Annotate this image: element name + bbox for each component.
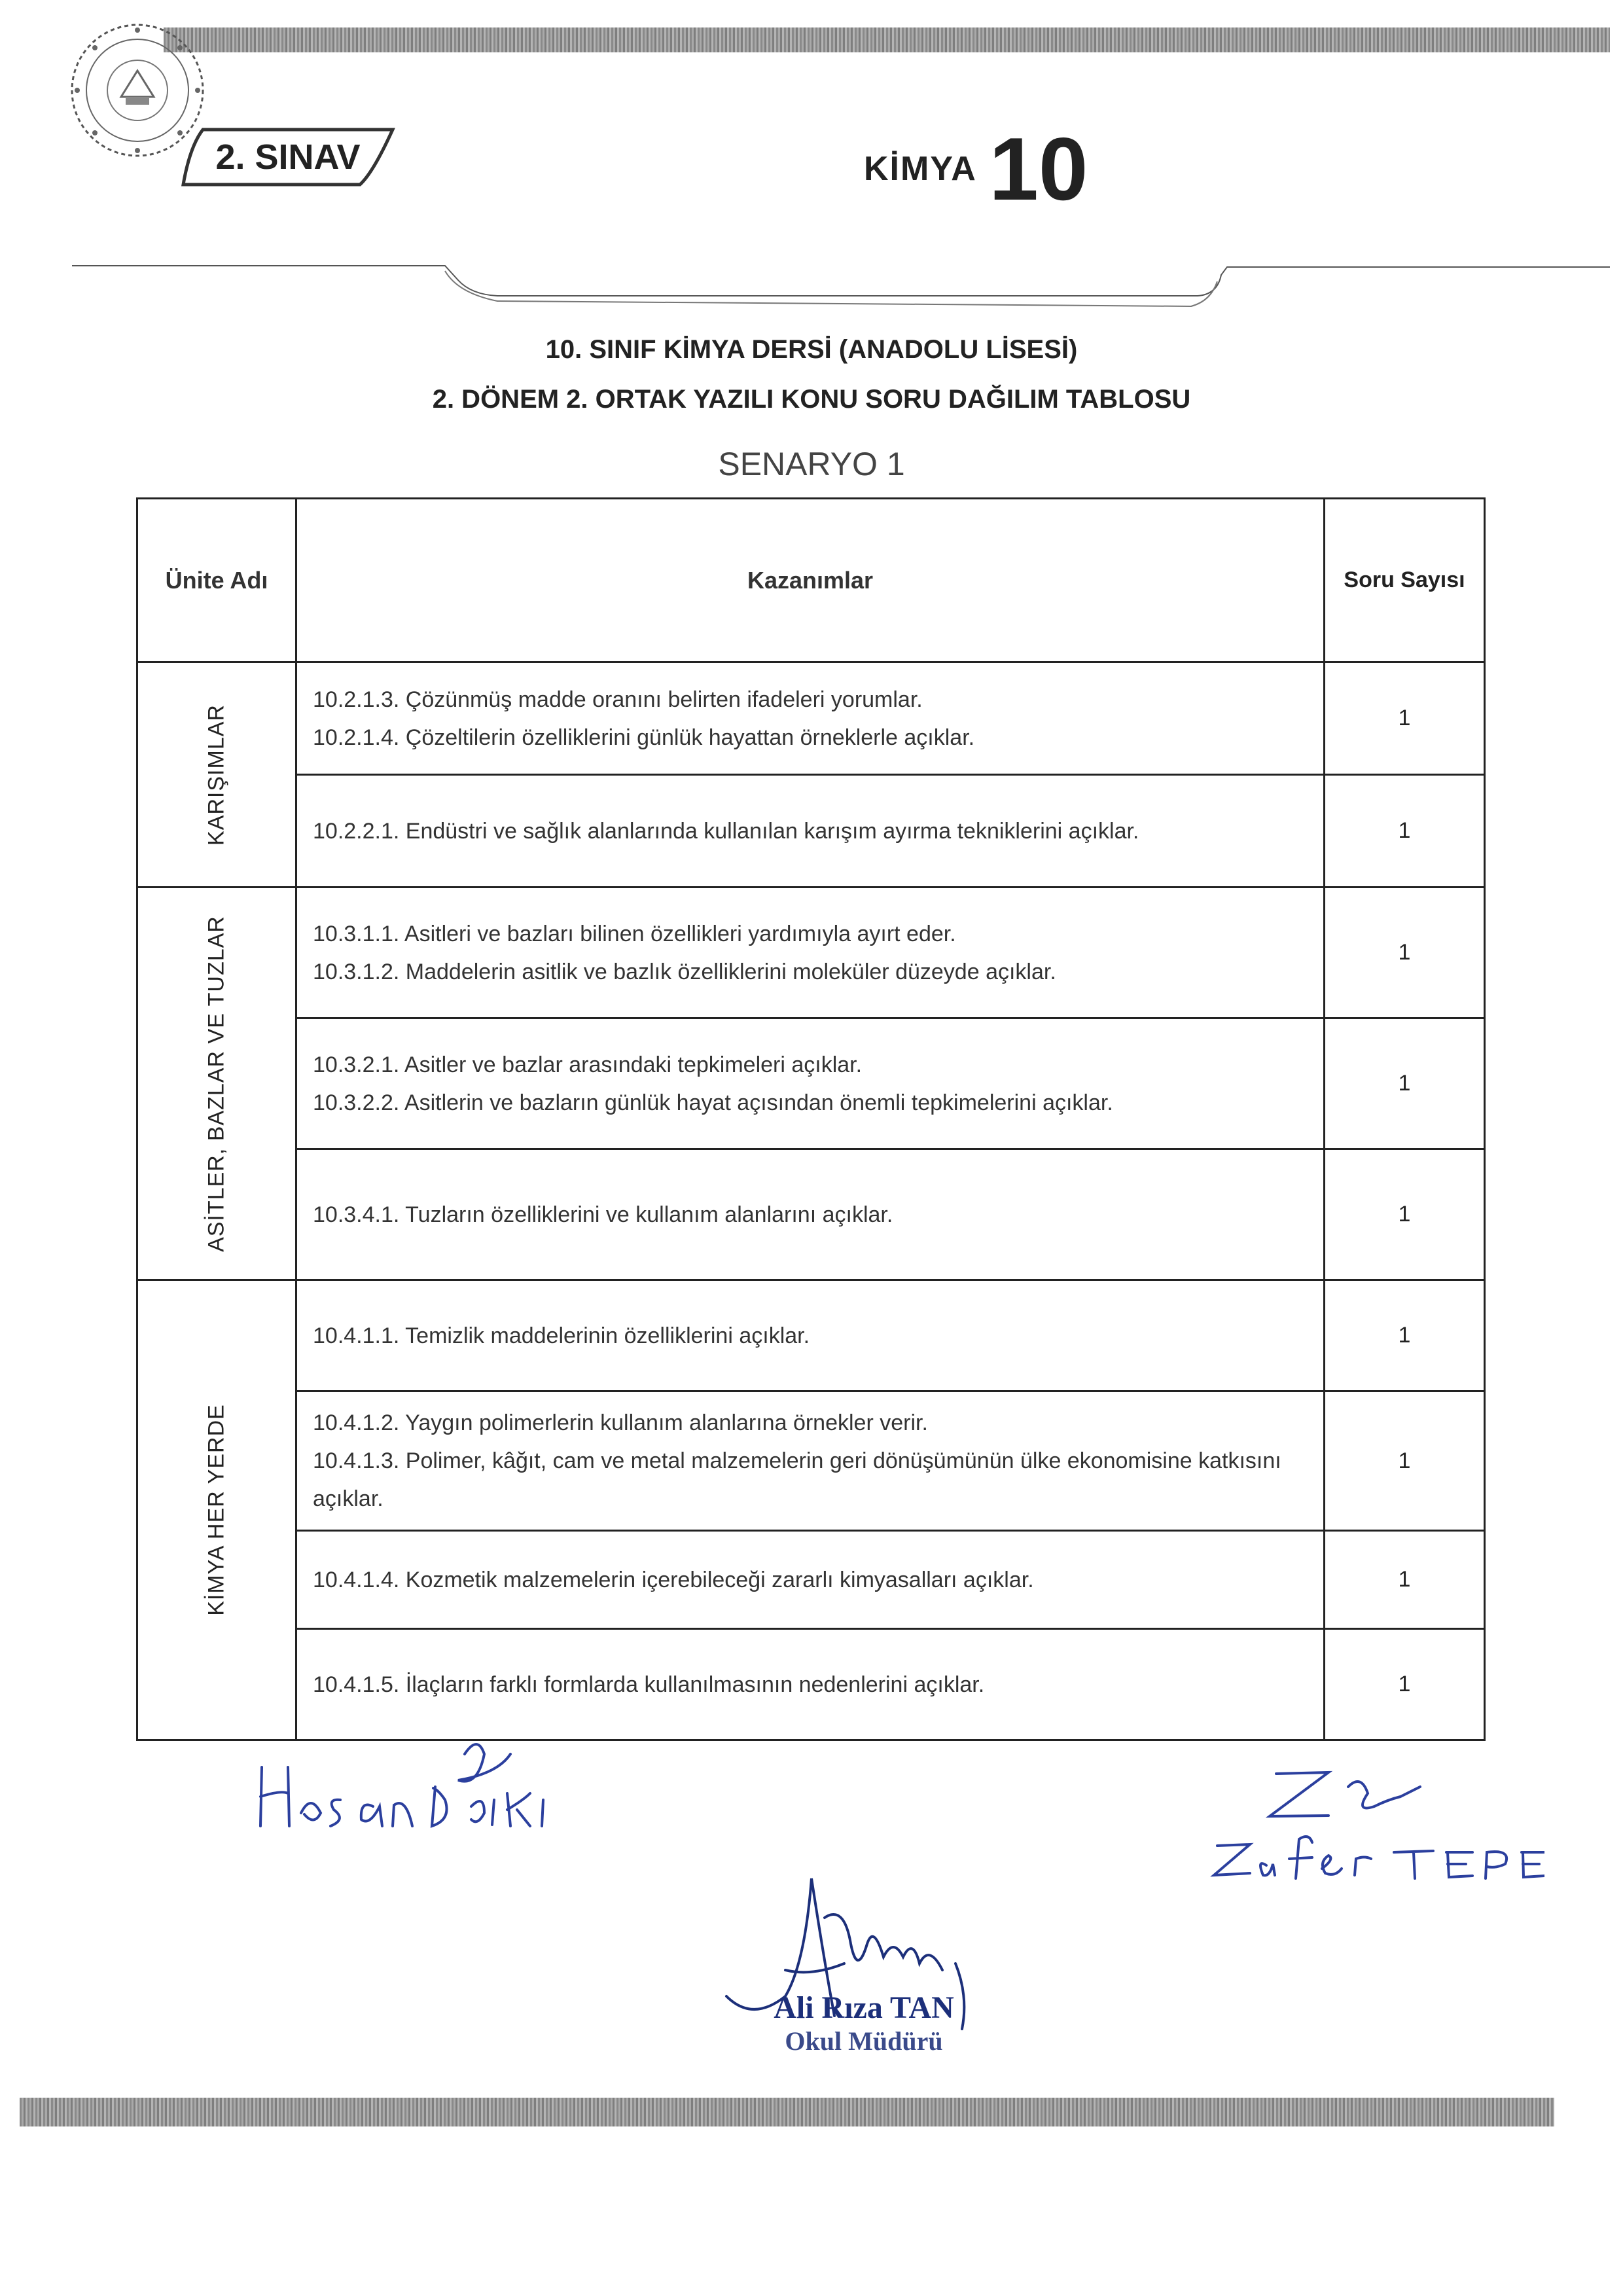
signature-left (249, 1728, 589, 1846)
outcome-line: 10.3.1.1. Asitleri ve bazları bilinen özellikleri yardımıyla ayırt eder. (313, 921, 956, 946)
outcome-line: 10.2.2.1. Endüstri ve sağlık alanlarında kullanılan karışım ayırma tekniklerini açıklar. (313, 818, 1139, 844)
principal-name: Ali Rıza TAN (774, 1990, 954, 2025)
unit-cell (137, 1280, 296, 1740)
question-count: 1 (1325, 1391, 1485, 1531)
document-title: 10. SINIF KİMYA DERSİ (ANADOLU LİSESİ) (545, 335, 1078, 364)
outcomes-header: Kazanımlar (296, 499, 1325, 662)
question-count: 1 (1325, 662, 1485, 775)
outcomes-cell (296, 775, 1325, 888)
outcome-line: 10.2.1.4. Çözeltilerin özelliklerini günlük hayattan örneklerle açıklar. (313, 725, 975, 750)
unit-name: ASİTLER, BAZLAR VE TUZLAR (204, 915, 229, 1252)
question-count: 1 (1325, 1280, 1485, 1391)
table-row (137, 1629, 1485, 1740)
outcome-line: 10.3.4.1. Tuzların özelliklerini ve kullanım alanlarını açıklar. (313, 1202, 893, 1227)
top-band (164, 27, 1610, 52)
outcomes-cell (296, 1391, 1325, 1531)
outcomes-cell (296, 888, 1325, 1018)
document-subtitle: 2. DÖNEM 2. ORTAK YAZILI KONU SORU DAĞILIM TABLOSU (432, 385, 1191, 414)
outcome-line: 10.3.1.2. Maddelerin asitlik ve bazlık özelliklerini moleküler düzeyde açıklar. (313, 959, 1056, 984)
outcome-line: 10.3.2.1. Asitler ve bazlar arasındaki tepkimeleri açıklar. (313, 1052, 863, 1077)
table-row (137, 888, 1485, 1018)
subject-heading (864, 118, 1088, 219)
table-header-row (137, 499, 1485, 662)
outcome-line: 10.4.1.5. İlaçların farklı formlarda kullanılmasının nedenlerini açıklar. (313, 1672, 985, 1697)
table-row (137, 1149, 1485, 1280)
outcome-line: 10.4.1.2. Yaygın polimerlerin kullanım alanlarına örnekler verir. (313, 1410, 928, 1435)
unit-cell (137, 662, 296, 888)
table-row (137, 1531, 1485, 1629)
outcome-line: 10.4.1.1. Temizlik maddelerinin özelliklerini açıklar. (313, 1323, 810, 1348)
header-divider (0, 262, 1623, 347)
principal-title: Okul Müdürü (785, 2026, 943, 2056)
outcome-line: 10.2.1.3. Çözünmüş madde oranını belirten ifadeleri yorumlar. (313, 687, 923, 712)
table-row (137, 1280, 1485, 1391)
question-count: 1 (1325, 775, 1485, 888)
outcomes-cell (296, 1018, 1325, 1149)
exam-badge (177, 127, 399, 187)
table-row (137, 775, 1485, 888)
outcome-line: 10.4.1.3. Polimer, kâğıt, cam ve metal malzemelerin geri dönüşümünün ülke ekonomisine katkısını açıklar. (313, 1448, 1281, 1511)
outcomes-cell (296, 1531, 1325, 1629)
question-count: 1 (1325, 888, 1485, 1018)
unit-cell (137, 888, 296, 1280)
unit-name: KİMYA HER YERDE (204, 1404, 229, 1616)
question-count: 1 (1325, 1149, 1485, 1280)
question-count: 1 (1325, 1629, 1485, 1740)
unit-name: KARIŞIMLAR (204, 704, 229, 846)
table-row (137, 1018, 1485, 1149)
outcomes-cell (296, 1629, 1325, 1740)
table-row (137, 662, 1485, 775)
distribution-table (136, 497, 1486, 1741)
question-count: 1 (1325, 1531, 1485, 1629)
signature-right (1204, 1761, 1544, 1885)
outcomes-cell (296, 662, 1325, 775)
outcomes-cell (296, 1280, 1325, 1391)
exam-label: 2. SINAV (215, 137, 361, 177)
table-row (137, 1391, 1485, 1531)
unit-header: Ünite Adı (137, 499, 296, 662)
question-count: 1 (1325, 1018, 1485, 1149)
principal-stamp (720, 1990, 1008, 2056)
count-header: Soru Sayısı (1325, 499, 1485, 662)
subject-name: KİMYA (864, 150, 977, 188)
bottom-band (20, 2098, 1554, 2126)
outcomes-cell (296, 1149, 1325, 1280)
scenario-label: SENARYO 1 (718, 446, 905, 482)
subject-grade: 10 (989, 119, 1088, 219)
outcome-line: 10.4.1.4. Kozmetik malzemelerin içerebileceği zararlı kimyasalları açıklar. (313, 1567, 1034, 1592)
outcome-line: 10.3.2.2. Asitlerin ve bazların günlük hayat açısından önemli tepkimelerini açıklar. (313, 1090, 1113, 1115)
